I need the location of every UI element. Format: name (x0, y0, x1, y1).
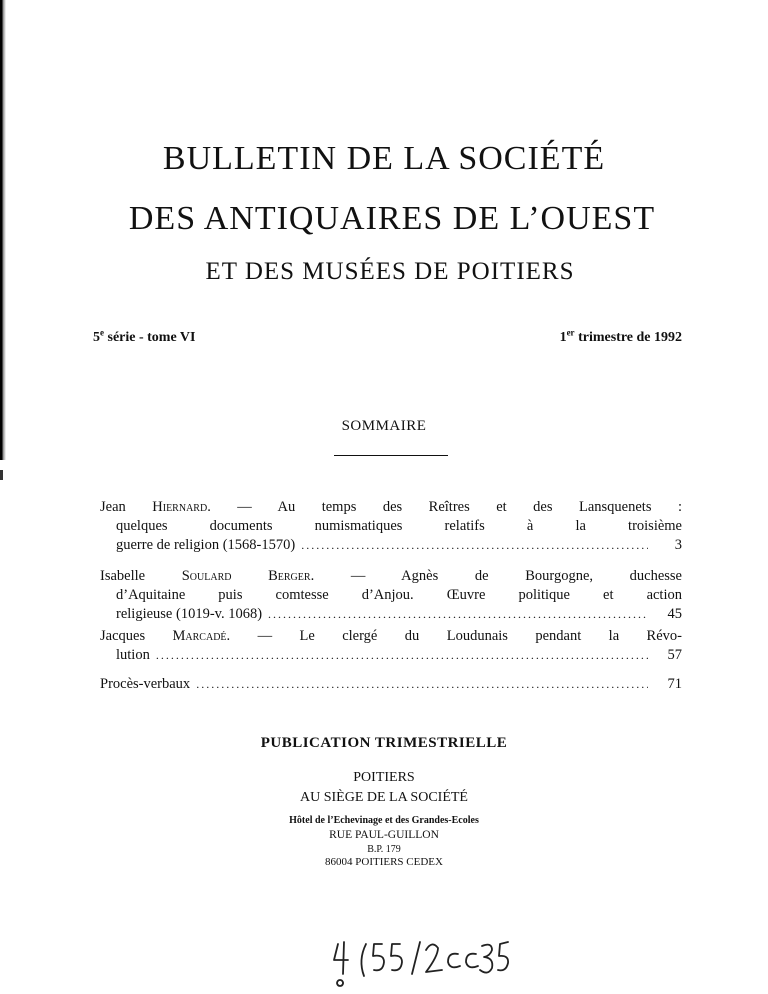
title-line-1: BULLETIN DE LA SOCIÉTÉ (162, 140, 606, 177)
page-number: 57 (667, 647, 682, 663)
article-title-end: guerre de religion (1568-1570) (116, 537, 296, 553)
leader-dots (268, 605, 648, 624)
page-number: 3 (674, 537, 682, 553)
issue-quarter (559, 327, 682, 346)
sommaire-heading: SOMMAIRE (341, 418, 427, 434)
article-title-start: . — Le clergé du Loudunais pendant la Révo- (226, 628, 682, 644)
publisher-postal-address: 86004 POITIERS CEDEX (325, 856, 443, 868)
toc-entry-first-line (100, 567, 682, 586)
series-text: série - tome VI (104, 330, 196, 345)
toc-entry-marcade (100, 627, 682, 665)
title-line-3: ET DES MUSÉES DE POITIERS (205, 258, 575, 285)
toc-entry-hiernard (100, 498, 682, 555)
toc-entry-first-line (100, 627, 682, 646)
publisher-street: RUE PAUL-GUILLON (329, 829, 439, 841)
article-title-start: . — Agnès de Bourgogne, duchesse (310, 568, 682, 584)
article-title-end: Procès-verbaux (100, 676, 191, 692)
publication-frequency: PUBLICATION TRIMESTRIELLE (260, 735, 508, 751)
article-title-start: . — Au temps des Reîtres et des Lansquenets : (207, 499, 682, 515)
page-number: 71 (667, 676, 682, 692)
toc-entry-last-line (100, 605, 682, 624)
article-title-continued: d’Aquitaine puis comtesse d’Anjou. Œuvre politique et action (116, 587, 682, 603)
article-title-continued: quelques documents numismatiques relatifs à la troisième (116, 518, 682, 534)
scan-edge-mark (0, 470, 3, 480)
toc-entry-last-line (100, 675, 682, 694)
toc-entry-last-line (100, 646, 682, 665)
publisher-city: POITIERS (353, 770, 415, 785)
author-first-name: Jean (100, 499, 153, 515)
author-last-name: Marcadé (172, 628, 227, 644)
quarter-number: 1 (559, 330, 567, 345)
toc-entry-first-line (100, 498, 682, 517)
leader-dots (196, 675, 648, 694)
toc-entry-proces-verbaux (100, 675, 682, 694)
article-title-end: lution (116, 647, 150, 663)
author-first-name: Isabelle (100, 568, 182, 584)
series-ordinal: e (100, 327, 104, 338)
author-last-name: Hiernard (152, 499, 208, 515)
title-line-2: DES ANTIQUAIRES DE L’OUEST (128, 200, 656, 237)
page-number: 45 (667, 606, 682, 622)
quarter-text: trimestre de 1992 (574, 330, 682, 345)
publisher-po-box: B.P. 179 (367, 844, 401, 855)
publisher-seat: AU SIÈGE DE LA SOCIÉTÉ (300, 790, 468, 805)
publisher-building: Hôtel de l’Echevinage et des Grandes-Ecoles (289, 815, 479, 826)
series-number: 5 (93, 330, 100, 345)
handwritten-shelfmark (330, 930, 510, 990)
leader-dots (156, 646, 648, 665)
author-first-name: Jacques (100, 628, 173, 644)
article-title-end: religieuse (1019-v. 1068) (116, 606, 263, 622)
series-volume (93, 327, 196, 346)
author-last-name: Soulard Berger (181, 568, 311, 584)
heading-rule (334, 455, 448, 456)
quarter-ordinal: er (566, 327, 575, 338)
toc-entry-soulard-berger (100, 567, 682, 624)
scan-edge (0, 0, 6, 460)
leader-dots (301, 536, 648, 555)
toc-entry-last-line (100, 536, 682, 555)
